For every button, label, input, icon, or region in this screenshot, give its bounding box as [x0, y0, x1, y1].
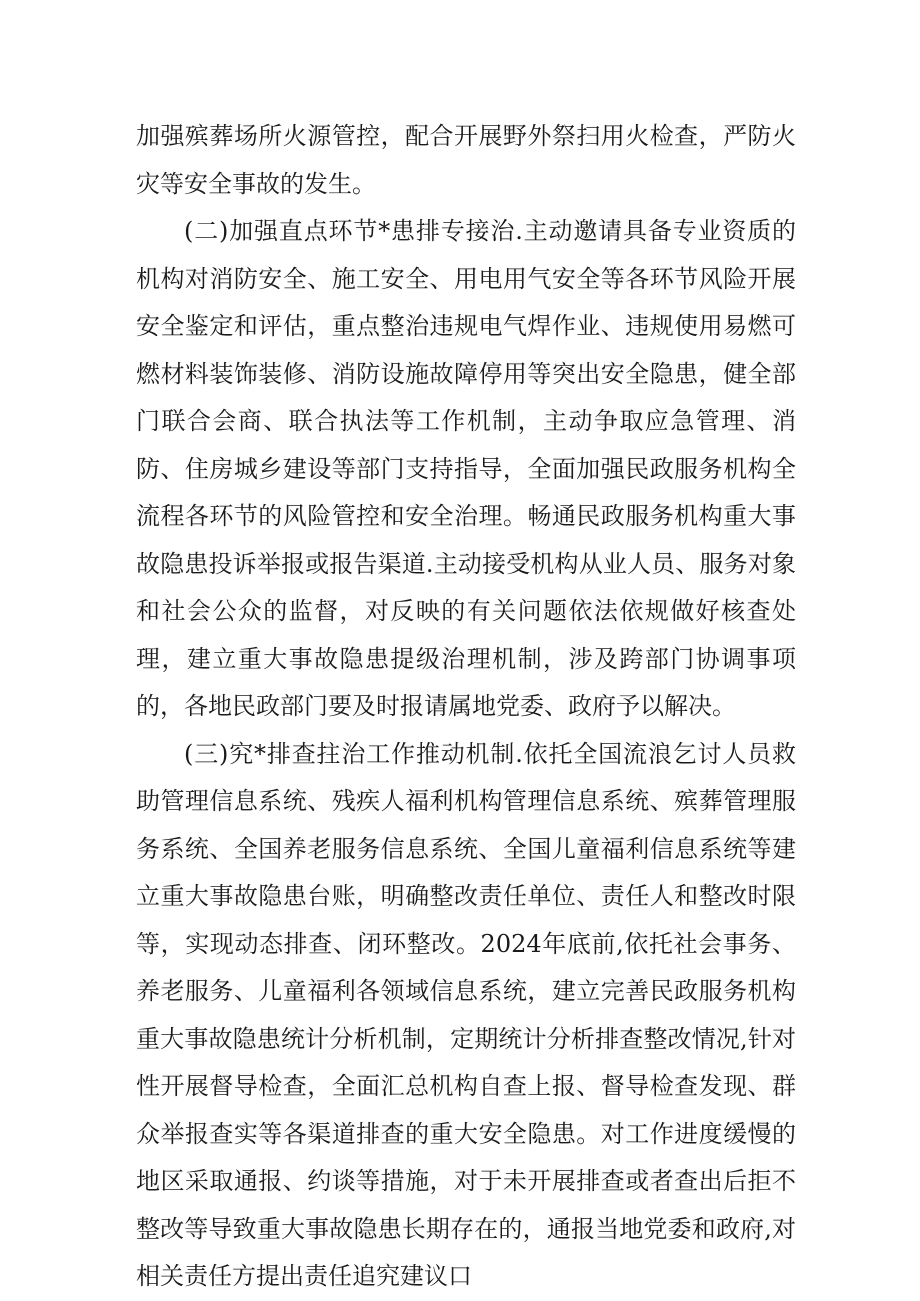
- paragraph-section-two: (二)加强直点环节*患排专接治.主动邀请具备专业资质的机构对消防安全、施工安全、用电用气安全等各环节风险开展安全鉴定和评估，重点整治违规电气焊作业、违规使用易燃可燃材料装饰装修、消防设施故障停用等突出安全隐患，健全部门联合会商、联合执法等工作机制，主动争取应急管理、消防、住房城乡建设等部门支持指导，全面加强民政服务机构全流程各环节的风险管控和安全治理。畅通民政服务机构重大事故隐患投诉举报或报告渠道.主动接受机构从业人员、服务对象和社会公众的监督，对反映的有关问题依法依规做好核查处理，建立重大事故隐患提级治理机制，涉及跨部门协调事项的，各地民政部门要及时报请属地党委、政府予以解决。: [136, 217, 796, 720]
- paragraph-section-three: (三)究*排查拄治工作推动机制.依托全国流浪乞讨人员救助管理信息系统、残疾人福利机构管理信息系统、殡葬管理服务系统、全国养老服务信息系统、全国儿童福利信息系统等建立重大事故隐患台账，明确整改责任单位、责任人和整改时限等，实现动态排查、闭环整改。2024年底前,依托社会事务、养老服务、儿童福利各领域信息系统，建立完善民政服务机构重大事故隐患统计分析机制，定期统计分析排查整改情况,针对性开展督导检查，全面汇总机构自查上报、督导检查发现、群众举报查实等各渠道排查的重大安全隐患。对工作进度缓慢的地区采取通报、约谈等措施，对于未开展排查或者查出后拒不整改等导致重大事故隐患长期存在的，通报当地党委和政府,对相关责任方提出责任追究建议口: [136, 739, 796, 1290]
- document-body: [136, 113, 796, 1301]
- paragraph-continuation: 加强殡葬场所火源管控，配合开展野外祭扫用火检查，严防火灾等安全事故的发生。: [136, 122, 796, 198]
